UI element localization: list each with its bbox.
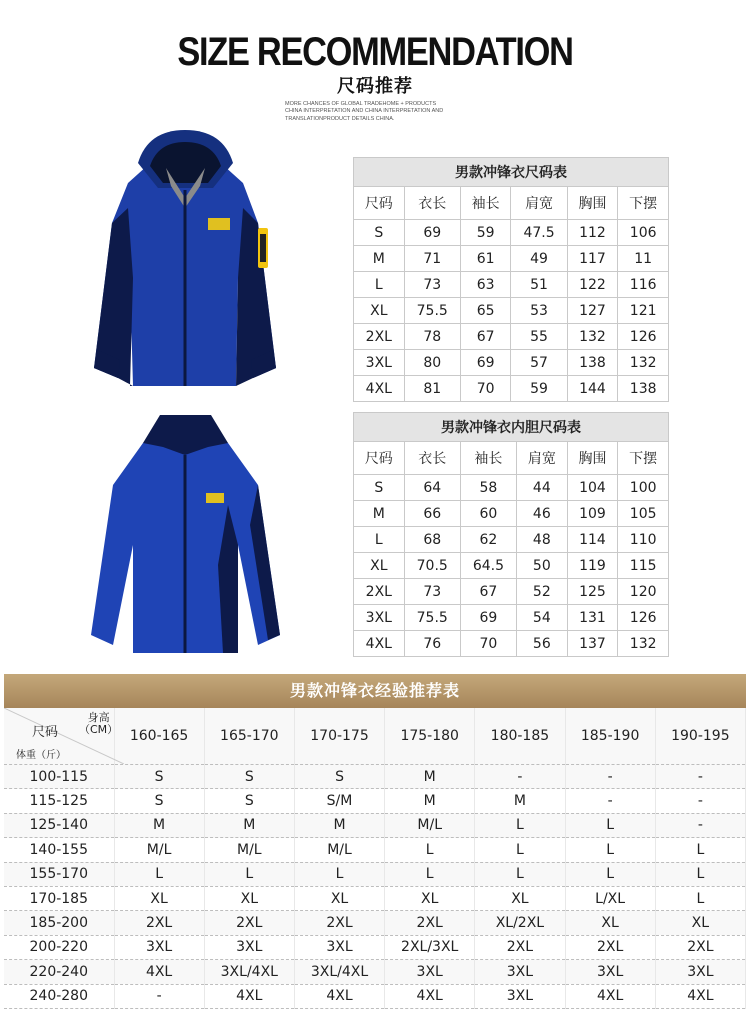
recommended-size-cell: M — [385, 789, 475, 813]
recommended-size-cell: L — [655, 838, 745, 862]
recommended-size-cell: - — [565, 765, 655, 789]
table-row — [354, 298, 669, 324]
measure-cell: 66 — [404, 501, 460, 527]
measure-cell: 11 — [618, 246, 669, 272]
measure-cell: 69 — [404, 220, 460, 246]
recommended-size-cell: 3XL — [385, 960, 475, 984]
size-cell: S — [354, 475, 405, 501]
measure-cell: 51 — [511, 272, 567, 298]
measure-cell: 67 — [460, 324, 511, 350]
header-cell: 尺码 — [354, 187, 405, 220]
recommended-size-cell: XL — [655, 911, 745, 935]
measure-cell: 70 — [460, 631, 516, 657]
measure-cell: 54 — [517, 605, 568, 631]
measure-cell: 55 — [511, 324, 567, 350]
weight-range-cell: 240-280 — [4, 984, 114, 1008]
measure-cell: 122 — [567, 272, 618, 298]
measure-cell: 70.5 — [404, 553, 460, 579]
tagline — [285, 101, 485, 123]
recommended-size-cell: S — [294, 765, 384, 789]
measure-cell: 132 — [618, 631, 669, 657]
height-range-cell: 170-175 — [294, 708, 384, 765]
recommended-size-cell: 3XL/4XL — [204, 960, 294, 984]
recommended-size-cell: M — [475, 789, 565, 813]
table-row — [354, 324, 669, 350]
page-title: SIZE RECOMMENDATION — [177, 30, 573, 74]
height-range-cell: 160-165 — [114, 708, 204, 765]
recommended-size-cell: 4XL — [114, 960, 204, 984]
size-cell: S — [354, 220, 405, 246]
recommended-size-cell: 3XL — [475, 960, 565, 984]
recommended-size-cell: 4XL — [655, 984, 745, 1008]
measure-cell: 110 — [618, 527, 669, 553]
inner-table-body — [354, 475, 669, 657]
page-subtitle: 尺码推荐 — [337, 76, 413, 97]
recommended-size-cell: 4XL — [204, 984, 294, 1008]
recommended-size-cell: 3XL — [655, 960, 745, 984]
measure-cell: 137 — [567, 631, 618, 657]
measure-cell: 138 — [618, 376, 669, 402]
header-cell: 肩宽 — [511, 187, 567, 220]
header-cell: 下摆 — [618, 442, 669, 475]
recommended-size-cell: L — [385, 838, 475, 862]
recommended-size-cell: M — [204, 813, 294, 837]
recommend-row — [4, 862, 746, 886]
height-range-cell: 175-180 — [385, 708, 475, 765]
height-range-cell: 185-190 — [565, 708, 655, 765]
table-header-row — [354, 442, 669, 475]
measure-cell: 114 — [567, 527, 618, 553]
inner-jacket-image — [88, 415, 283, 655]
size-cell: L — [354, 272, 405, 298]
measure-cell: 119 — [567, 553, 618, 579]
recommended-size-cell: - — [655, 789, 745, 813]
inner-size-table — [353, 412, 669, 657]
measure-cell: 115 — [618, 553, 669, 579]
size-cell: 3XL — [354, 605, 405, 631]
recommended-size-cell: L — [475, 813, 565, 837]
header-cell: 胸围 — [567, 442, 618, 475]
weight-range-cell: 115-125 — [4, 789, 114, 813]
header-cell: 衣长 — [404, 442, 460, 475]
weight-range-cell: 200-220 — [4, 935, 114, 959]
recommended-size-cell: XL — [475, 886, 565, 910]
table-row — [354, 579, 669, 605]
recommend-row — [4, 838, 746, 862]
measure-cell: 49 — [511, 246, 567, 272]
size-cell: XL — [354, 553, 405, 579]
measure-cell: 73 — [404, 272, 460, 298]
outer-jacket-image — [88, 128, 283, 390]
recommended-size-cell: M/L — [114, 838, 204, 862]
recommended-size-cell: XL — [204, 886, 294, 910]
measure-cell: 52 — [517, 579, 568, 605]
corner-unit-label: （CM） — [79, 723, 119, 736]
recommend-row — [4, 984, 746, 1008]
recommended-size-cell: XL — [385, 886, 475, 910]
table-row — [354, 475, 669, 501]
measure-cell: 109 — [567, 501, 618, 527]
measure-cell: 73 — [404, 579, 460, 605]
table-row — [354, 605, 669, 631]
header-cell: 胸围 — [567, 187, 618, 220]
size-cell: 4XL — [354, 376, 405, 402]
height-range-cell: 180-185 — [475, 708, 565, 765]
recommend-table-title: 男款冲锋衣经验推荐表 — [4, 674, 746, 708]
inner-table-title: 男款冲锋衣内胆尺码表 — [354, 413, 669, 442]
recommended-size-cell: M — [294, 813, 384, 837]
measure-cell: 106 — [618, 220, 669, 246]
recommend-row — [4, 935, 746, 959]
recommend-row — [4, 765, 746, 789]
measure-cell: 121 — [618, 298, 669, 324]
recommended-size-cell: L — [204, 862, 294, 886]
table-row — [354, 501, 669, 527]
recommended-size-cell: 2XL — [565, 935, 655, 959]
weight-range-cell: 125-140 — [4, 813, 114, 837]
tagline-line: MORE CHANCES OF GLOBAL TRADEHOME + PRODUCTS — [285, 101, 437, 107]
recommended-size-cell: 4XL — [385, 984, 475, 1008]
header-cell: 尺码 — [354, 442, 405, 475]
recommended-size-cell: 3XL — [114, 935, 204, 959]
measure-cell: 80 — [404, 350, 460, 376]
size-cell: 2XL — [354, 579, 405, 605]
measure-cell: 116 — [618, 272, 669, 298]
table-row — [354, 631, 669, 657]
measure-cell: 69 — [460, 605, 516, 631]
recommended-size-cell: 3XL — [565, 960, 655, 984]
recommend-table-body — [4, 765, 746, 1009]
corner-size-label: 尺码 — [32, 725, 59, 740]
recommended-size-cell: S — [114, 765, 204, 789]
tagline-line: TRANSLATIONPRODUCT DETAILS CHINA. — [285, 115, 395, 122]
outer-table-body — [354, 220, 669, 402]
measure-cell: 56 — [517, 631, 568, 657]
measure-cell: 63 — [460, 272, 511, 298]
table-row — [354, 376, 669, 402]
weight-range-cell: 155-170 — [4, 862, 114, 886]
table-row — [354, 246, 669, 272]
recommend-row — [4, 886, 746, 910]
recommended-size-cell: 2XL/3XL — [385, 935, 475, 959]
height-range-cell: 190-195 — [655, 708, 745, 765]
measure-cell: 126 — [618, 324, 669, 350]
corner-weight-label: 体重（斤） — [16, 750, 66, 761]
recommended-size-cell: S/M — [294, 789, 384, 813]
size-cell: 3XL — [354, 350, 405, 376]
recommended-size-cell: S — [204, 765, 294, 789]
recommend-header-row — [4, 708, 746, 765]
recommended-size-cell: S — [114, 789, 204, 813]
recommended-size-cell: L — [565, 862, 655, 886]
recommend-row — [4, 813, 746, 837]
weight-range-cell: 170-185 — [4, 886, 114, 910]
size-cell: 4XL — [354, 631, 405, 657]
measure-cell: 65 — [460, 298, 511, 324]
recommend-row — [4, 911, 746, 935]
header-cell: 袖长 — [460, 442, 516, 475]
size-cell: XL — [354, 298, 405, 324]
recommended-size-cell: 3XL/4XL — [294, 960, 384, 984]
measure-cell: 125 — [567, 579, 618, 605]
measure-cell: 78 — [404, 324, 460, 350]
recommend-table — [4, 708, 746, 1009]
recommended-size-cell: 2XL — [114, 911, 204, 935]
measure-cell: 100 — [618, 475, 669, 501]
recommended-size-cell: L — [655, 886, 745, 910]
recommended-size-cell: XL — [565, 911, 655, 935]
recommended-size-cell: M — [114, 813, 204, 837]
measure-cell: 120 — [618, 579, 669, 605]
recommended-size-cell: 2XL — [655, 935, 745, 959]
outer-size-table — [353, 157, 669, 402]
measure-cell: 64 — [404, 475, 460, 501]
height-range-cell: 165-170 — [204, 708, 294, 765]
measure-cell: 48 — [517, 527, 568, 553]
recommended-size-cell: M/L — [294, 838, 384, 862]
recommended-size-cell: XL/2XL — [475, 911, 565, 935]
table-header-row — [354, 187, 669, 220]
table-row — [354, 527, 669, 553]
table-row — [354, 220, 669, 246]
recommended-size-cell: L — [655, 862, 745, 886]
recommended-size-cell: 3XL — [294, 935, 384, 959]
measure-cell: 58 — [460, 475, 516, 501]
size-cell: M — [354, 501, 405, 527]
recommended-size-cell: - — [114, 984, 204, 1008]
tagline-line: CHINA INTERPRETATION AND CHINA INTERPRETATION AND — [285, 108, 444, 115]
recommended-size-cell: M — [385, 765, 475, 789]
measure-cell: 50 — [517, 553, 568, 579]
header-cell: 肩宽 — [517, 442, 568, 475]
recommended-size-cell: 4XL — [565, 984, 655, 1008]
table-row — [354, 553, 669, 579]
measure-cell: 57 — [511, 350, 567, 376]
recommended-size-cell: XL — [114, 886, 204, 910]
header-cell: 衣长 — [404, 187, 460, 220]
measure-cell: 126 — [618, 605, 669, 631]
recommended-size-cell: S — [204, 789, 294, 813]
measure-cell: 61 — [460, 246, 511, 272]
measure-cell: 75.5 — [404, 298, 460, 324]
recommended-size-cell: 2XL — [385, 911, 475, 935]
measure-cell: 44 — [517, 475, 568, 501]
measure-cell: 68 — [404, 527, 460, 553]
size-cell: L — [354, 527, 405, 553]
recommended-size-cell: L — [114, 862, 204, 886]
measure-cell: 59 — [511, 376, 567, 402]
recommended-size-cell: L — [475, 838, 565, 862]
measure-cell: 60 — [460, 501, 516, 527]
recommended-size-cell: L/XL — [565, 886, 655, 910]
recommended-size-cell: - — [565, 789, 655, 813]
recommended-size-cell: XL — [294, 886, 384, 910]
measure-cell: 67 — [460, 579, 516, 605]
recommended-size-cell: 2XL — [294, 911, 384, 935]
outer-table-title: 男款冲锋衣尺码表 — [354, 158, 669, 187]
measure-cell: 59 — [460, 220, 511, 246]
size-cell: 2XL — [354, 324, 405, 350]
measure-cell: 64.5 — [460, 553, 516, 579]
measure-cell: 47.5 — [511, 220, 567, 246]
measure-cell: 104 — [567, 475, 618, 501]
recommended-size-cell: 3XL — [475, 984, 565, 1008]
recommended-size-cell: L — [475, 862, 565, 886]
measure-cell: 131 — [567, 605, 618, 631]
recommended-size-cell: L — [565, 813, 655, 837]
measure-cell: 62 — [460, 527, 516, 553]
measure-cell: 75.5 — [404, 605, 460, 631]
measure-cell: 69 — [460, 350, 511, 376]
measure-cell: 132 — [618, 350, 669, 376]
table-row — [354, 272, 669, 298]
measure-cell: 76 — [404, 631, 460, 657]
measure-cell: 70 — [460, 376, 511, 402]
recommend-row — [4, 789, 746, 813]
measure-cell: 112 — [567, 220, 618, 246]
measure-cell: 71 — [404, 246, 460, 272]
weight-range-cell: 100-115 — [4, 765, 114, 789]
size-cell: M — [354, 246, 405, 272]
measure-cell: 81 — [404, 376, 460, 402]
recommended-size-cell: M/L — [385, 813, 475, 837]
recommended-size-cell: - — [475, 765, 565, 789]
header-cell: 袖长 — [460, 187, 511, 220]
recommended-size-cell: 2XL — [204, 911, 294, 935]
recommended-size-cell: L — [294, 862, 384, 886]
recommended-size-cell: L — [385, 862, 475, 886]
weight-range-cell: 140-155 — [4, 838, 114, 862]
recommended-size-cell: - — [655, 765, 745, 789]
measure-cell: 53 — [511, 298, 567, 324]
weight-range-cell: 185-200 — [4, 911, 114, 935]
measure-cell: 46 — [517, 501, 568, 527]
header-cell: 下摆 — [618, 187, 669, 220]
recommended-size-cell: 2XL — [475, 935, 565, 959]
recommend-row — [4, 960, 746, 984]
measure-cell: 127 — [567, 298, 618, 324]
measure-cell: 132 — [567, 324, 618, 350]
measure-cell: 138 — [567, 350, 618, 376]
recommended-size-cell: 3XL — [204, 935, 294, 959]
measure-cell: 144 — [567, 376, 618, 402]
recommended-size-cell: M/L — [204, 838, 294, 862]
corner-height-label: 身高 — [87, 711, 110, 724]
measure-cell: 105 — [618, 501, 669, 527]
recommended-size-cell: - — [655, 813, 745, 837]
recommended-size-cell: L — [565, 838, 655, 862]
recommended-size-cell: 4XL — [294, 984, 384, 1008]
corner-cell — [4, 708, 119, 765]
measure-cell: 117 — [567, 246, 618, 272]
weight-range-cell: 220-240 — [4, 960, 114, 984]
table-row — [354, 350, 669, 376]
